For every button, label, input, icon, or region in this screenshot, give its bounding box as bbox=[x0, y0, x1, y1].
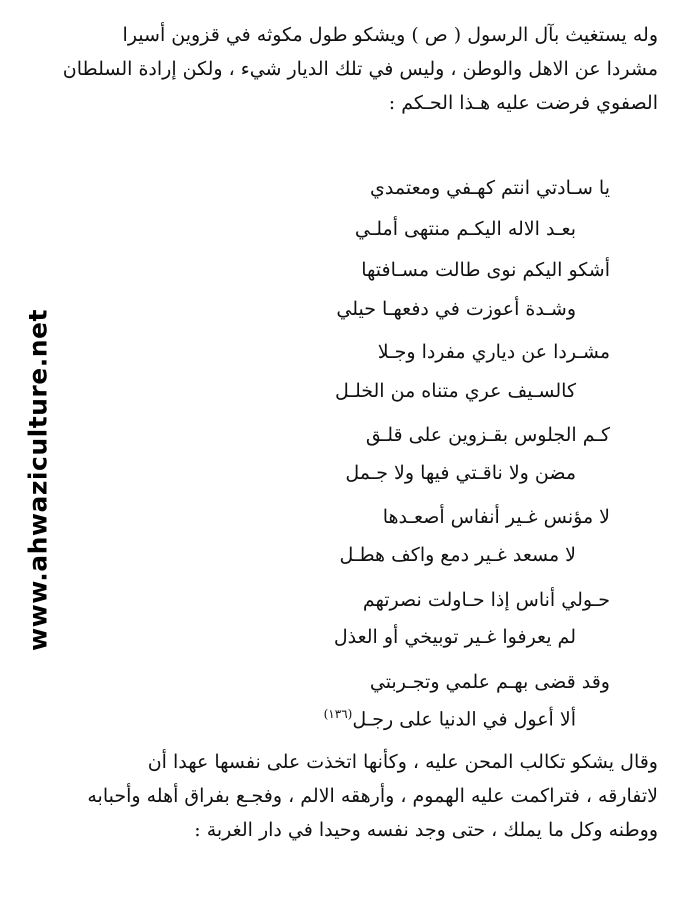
verse-second-hemistich: كالسـيف عري متناه من الخلـل bbox=[335, 380, 576, 402]
intro-line: وله يستغيث بآل الرسول ( ص ) ويشكو طول مكوثه في قزوين أسيرا bbox=[122, 24, 658, 46]
footnote-reference: (١٣٦) bbox=[323, 707, 353, 721]
outro-line: وقال يشكو تكالب المحن عليه ، وكأنها اتخذت على نفسها عهدا أن bbox=[147, 751, 658, 773]
intro-line: الصفوي فرضت عليه هـذا الحـكم : bbox=[388, 92, 658, 114]
verse-first-hemistich: أشكو اليكم نوى طالت مسـافتها bbox=[361, 259, 610, 281]
outro-paragraph bbox=[18, 745, 658, 847]
verse-second-hemistich bbox=[324, 700, 576, 733]
verse-first-hemistich: مشـردا عن دياري مفردا وجـلا bbox=[377, 341, 610, 363]
verse-second-hemistich: وشـدة أعوزت في دفعهـا حيلي bbox=[336, 298, 576, 320]
verse-second-hemistich: لم يعرفوا غـير توبيخي أو العذل bbox=[333, 626, 576, 648]
verse-first-hemistich: يا سـادتي انتم كهـفي ومعتمدي bbox=[370, 177, 610, 199]
verse-second-hemistich: لا مسعد غـير دمع واكف هطـل bbox=[339, 544, 576, 566]
verse-first-hemistich: حـولي أناس إذا حـاولت نصرتهم bbox=[362, 589, 610, 611]
outro-line: ووطنه وكل ما يملك ، حتى وجد نفسه وحيدا في دار الغربة : bbox=[194, 819, 658, 841]
verse-first-hemistich: لا مؤنس غـير أنفاس أصعـدها bbox=[382, 506, 610, 528]
verse-second-hemistich: بعـد الاله اليكـم منتهى أملـي bbox=[354, 218, 576, 240]
intro-line: مشردا عن الاهل والوطن ، وليس في تلك الديار شيء ، ولكن إرادة السلطان bbox=[62, 58, 658, 80]
outro-line: لاتفارقه ، فتراكمت عليه الهموم ، وأرهقه الالم ، وفجـع بفراق أهله وأحبابه bbox=[87, 785, 658, 807]
verse-first-hemistich: كـم الجلوس بقـزوين على قلـق bbox=[365, 424, 610, 446]
verse-second-hemistich-text: ألا أعول في الدنيا على رجـل bbox=[352, 708, 576, 731]
verse-first-hemistich: وقد قضى بهـم علمي وتجـربتي bbox=[369, 671, 610, 693]
verse-second-hemistich: مضن ولا ناقـتي فيها ولا جـمل bbox=[345, 462, 576, 484]
watermark-text: www.ahwaziculture.net bbox=[23, 309, 53, 651]
